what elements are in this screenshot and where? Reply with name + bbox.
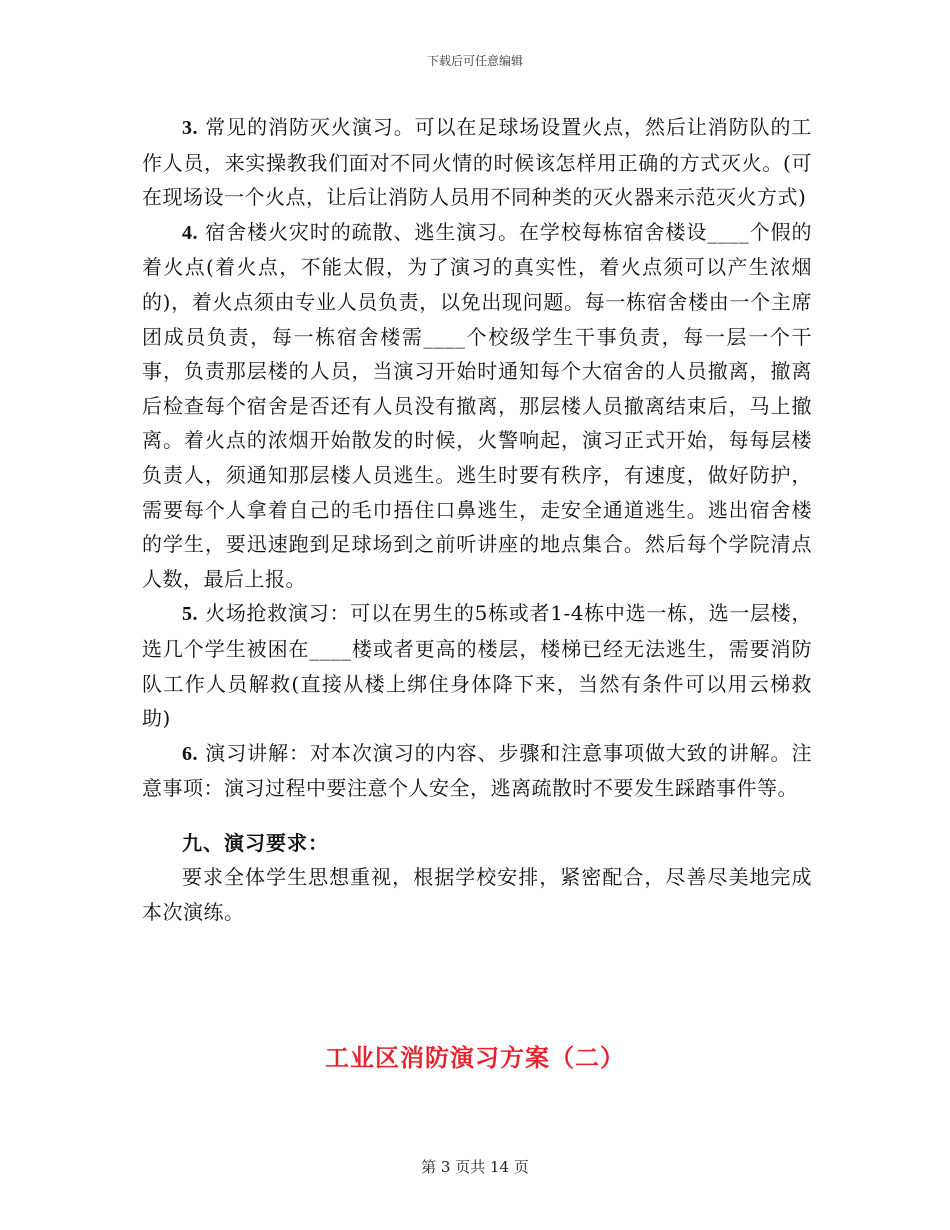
item-number: 3. (182, 117, 198, 139)
paragraph-text: 宿舍楼火灾时的疏散、逃生演习。在学校每栋宿舍楼设____个假的着火点(着火点，不能太假，为了演习的真实性，着火点须可以产生浓烟的)，着火点须由专业人员负责，以免出现问题。每一栋宿舍楼由一个主席团成员负责，每一栋宿舍楼需____个校级学生干事负责，每一层一个干事，负责那层楼的人员，当演习开始时通知每个大宿舍的人员撤离，撤离后检查每个宿舍是否还有人员没有撤离，那层楼人员撤离结束后，马上撤离。着火点的浓烟开始散发的时候，火警响起，演习正式开始，每每层楼负责人，须通知那层楼人员逃生。逃生时要有秩序，有速度，做好防护，需要每个人拿着自己的毛巾捂住口鼻逃生，走安全通道逃生。逃出宿舍楼的学生，要迅速跑到足球场到之前听讲座的地点集合。然后每个学院清点人数，最后上报。 (142, 219, 812, 591)
paragraph-item-3 (142, 110, 812, 215)
section-heading: 九、演习要求： (182, 830, 329, 855)
item-number: 4. (182, 221, 198, 244)
page-header: 下载后可任意编辑 (426, 54, 523, 68)
paragraph-item-4 (142, 215, 812, 597)
paragraph-item-6 (142, 736, 812, 806)
document-title: 工业区消防演习方案（二） (325, 1043, 625, 1072)
paragraph-text: 常见的消防灭火演习。可以在足球场设置火点，然后让消防队的工作人员，来实操教我们面对不同火情的时候该怎样用正确的方式灭火。(可在现场设一个火点，让后让消防人员用不同种类的灭火器来示范灭火方式) (142, 115, 812, 210)
section-body: 要求全体学生思想重视，根据学校安排，紧密配合，尽善尽美地完成本次演练。 (142, 865, 812, 925)
paragraph-text: 火场抢救演习：可以在男生的5栋或者1-4栋中选一栋，选一层楼，选几个学生被困在____楼或者更高的楼层，楼梯已经无法逃生，需要消防队工作人员解救(直接从楼上绑住身体降下来，当然有条件可以用云梯救助) (142, 601, 812, 731)
paragraph-text: 演习讲解：对本次演习的内容、步骤和注意事项做大致的讲解。注意事项：演习过程中要注意个人安全，逃离疏散时不要发生踩踏事件等。 (142, 740, 812, 801)
paragraph-item-5 (142, 596, 812, 735)
page-footer: 第 3 页共 14 页 (421, 1158, 529, 1176)
document-body (142, 110, 812, 930)
item-number: 5. (182, 603, 198, 626)
item-number: 6. (182, 742, 198, 765)
